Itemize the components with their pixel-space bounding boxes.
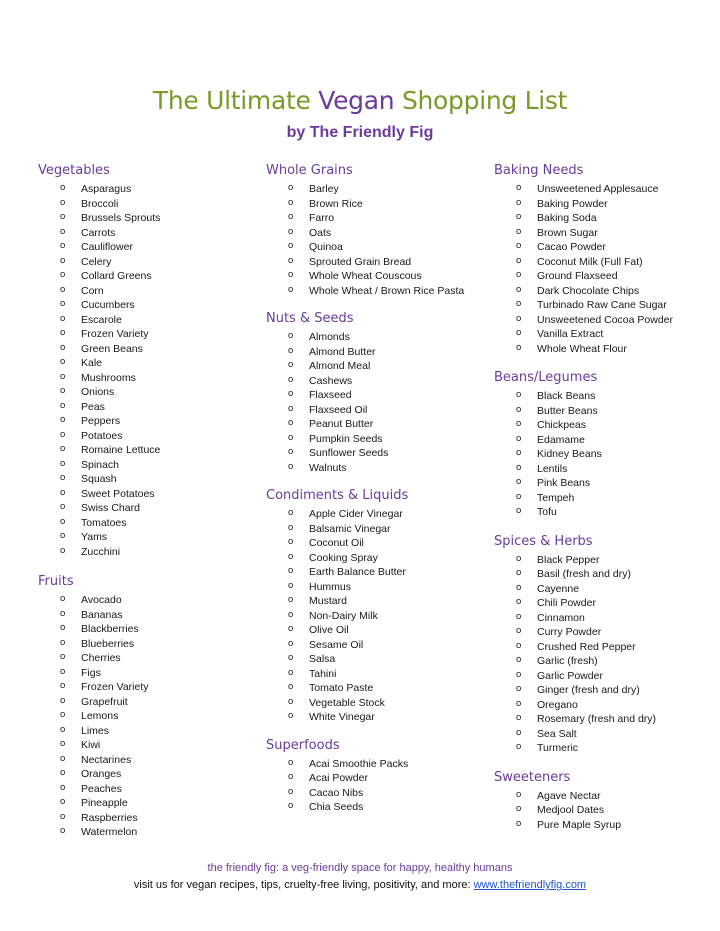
list-item: o Cooking Spray <box>266 551 464 566</box>
column-2 <box>266 160 464 825</box>
section <box>494 531 673 756</box>
list-item: o Vegetable Stock <box>266 696 464 711</box>
list-item: o Sprouted Grain Bread <box>266 255 464 270</box>
list-item: o Garlic (fresh) <box>494 654 673 669</box>
item-list <box>266 507 464 725</box>
list-item: o Escarole <box>38 313 160 328</box>
list-item: o Apple Cider Vinegar <box>266 507 464 522</box>
item-list <box>494 553 673 756</box>
list-item: o Peas <box>38 400 160 415</box>
list-item: o Hummus <box>266 580 464 595</box>
list-item: o Dark Chocolate Chips <box>494 284 673 299</box>
list-item: o Whole Wheat / Brown Rice Pasta <box>266 284 464 299</box>
list-item: o Flaxseed Oil <box>266 403 464 418</box>
list-item: o Earth Balance Butter <box>266 565 464 580</box>
website-link[interactable]: www.thefriendlyfig.com <box>473 879 587 891</box>
list-item: o Oats <box>266 226 464 241</box>
list-item: o Cacao Nibs <box>266 786 464 801</box>
list-item: o Tomatoes <box>38 516 160 531</box>
list-item: o Brussels Sprouts <box>38 211 160 226</box>
title-part-2: Vegan <box>318 86 395 115</box>
list-item: o Baking Soda <box>494 211 673 226</box>
list-item: o Turbinado Raw Cane Sugar <box>494 298 673 313</box>
list-item: o Cayenne <box>494 582 673 597</box>
section-heading: Spices & Herbs <box>494 533 593 549</box>
list-item: o Turmeric <box>494 741 673 756</box>
list-item: o Ground Flaxseed <box>494 269 673 284</box>
list-item: o Pink Beans <box>494 476 673 491</box>
footer-visit-text: visit us for vegan recipes, tips, cruelty-free living, positivity, and more: <box>133 879 474 891</box>
list-item: o Lentils <box>494 462 673 477</box>
list-item: o Lemons <box>38 709 160 724</box>
list-item: o Almond Butter <box>266 345 464 360</box>
list-item: o Figs <box>38 666 160 681</box>
list-item: o Squash <box>38 472 160 487</box>
list-item: o Frozen Variety <box>38 680 160 695</box>
list-item: o Ginger (fresh and dry) <box>494 683 673 698</box>
section <box>494 160 673 356</box>
column-3 <box>494 160 673 843</box>
list-item: o Mushrooms <box>38 371 160 386</box>
list-item: o Romaine Lettuce <box>38 443 160 458</box>
footer-tagline: the friendly fig: a veg-friendly space for happy, healthy humans <box>207 862 513 874</box>
list-item: o Sesame Oil <box>266 638 464 653</box>
section-heading: Whole Grains <box>266 163 353 178</box>
list-item: o Cinnamon <box>494 611 673 626</box>
list-item: o Black Beans <box>494 389 673 404</box>
section-heading: Condiments & Liquids <box>266 488 409 503</box>
page-title <box>0 86 720 115</box>
item-list <box>38 593 160 840</box>
list-item: o Blackberries <box>38 622 160 637</box>
list-item: o Bananas <box>38 608 160 623</box>
list-item: o Balsamic Vinegar <box>266 522 464 537</box>
section <box>38 160 160 559</box>
item-list <box>38 182 160 559</box>
list-item: o Butter Beans <box>494 404 673 419</box>
list-item: o Yams <box>38 530 160 545</box>
section-heading: Sweeteners <box>494 769 571 785</box>
list-item: o Unsweetened Applesauce <box>494 182 673 197</box>
section-heading: Superfoods <box>266 737 340 753</box>
list-item: o Avocado <box>38 593 160 608</box>
list-item: o Salsa <box>266 652 464 667</box>
section-heading: Beans/Legumes <box>494 370 598 385</box>
item-list <box>494 182 673 356</box>
list-item: o Broccoli <box>38 197 160 212</box>
item-list <box>494 789 673 833</box>
list-item: o Asparagus <box>38 182 160 197</box>
list-item: o Chili Powder <box>494 596 673 611</box>
column-1 <box>38 160 160 850</box>
list-item: o Medjool Dates <box>494 803 673 818</box>
list-item: o Watermelon <box>38 825 160 840</box>
section <box>494 767 673 833</box>
list-item: o Zucchini <box>38 545 160 560</box>
list-item: o Collard Greens <box>38 269 160 284</box>
section <box>266 308 464 475</box>
list-item: o Raspberries <box>38 811 160 826</box>
list-item: o Celery <box>38 255 160 270</box>
list-item: o Onions <box>38 385 160 400</box>
list-item: o Basil (fresh and dry) <box>494 567 673 582</box>
list-item: o Cherries <box>38 651 160 666</box>
section <box>494 367 673 520</box>
list-item: o Kale <box>38 356 160 371</box>
footer-visit <box>0 879 720 891</box>
list-item: o Mustard <box>266 594 464 609</box>
list-item: o Peaches <box>38 782 160 797</box>
list-item: o Carrots <box>38 226 160 241</box>
item-list <box>266 757 464 815</box>
list-item: o Cauliflower <box>38 240 160 255</box>
list-item: o Tofu <box>494 505 673 520</box>
list-item: o Oranges <box>38 767 160 782</box>
list-item: o Garlic Powder <box>494 669 673 684</box>
list-item: o Acai Smoothie Packs <box>266 757 464 772</box>
list-item: o Cashews <box>266 374 464 389</box>
list-item: o Tahini <box>266 667 464 682</box>
list-item: o Limes <box>38 724 160 739</box>
section-heading: Nuts & Seeds <box>266 311 354 326</box>
title-part-3: Shopping List <box>394 86 568 115</box>
list-item: o Whole Wheat Flour <box>494 342 673 357</box>
title-part-1: The Ultimate <box>152 86 319 115</box>
list-item: o Swiss Chard <box>38 501 160 516</box>
list-item: o Oregano <box>494 698 673 713</box>
list-item: o Agave Nectar <box>494 789 673 804</box>
list-item: o Vanilla Extract <box>494 327 673 342</box>
list-item: o Walnuts <box>266 461 464 476</box>
list-item: o Olive Oil <box>266 623 464 638</box>
list-item: o Corn <box>38 284 160 299</box>
list-item: o Brown Sugar <box>494 226 673 241</box>
list-item: o Crushed Red Pepper <box>494 640 673 655</box>
list-item: o Blueberries <box>38 637 160 652</box>
section-heading: Baking Needs <box>494 163 584 178</box>
list-item: o Sunflower Seeds <box>266 446 464 461</box>
list-item: o Farro <box>266 211 464 226</box>
list-item: o Almond Meal <box>266 359 464 374</box>
list-item: o Peppers <box>38 414 160 429</box>
list-item: o Nectarines <box>38 753 160 768</box>
item-list <box>494 389 673 520</box>
section-heading: Fruits <box>38 574 74 589</box>
list-item: o Cucumbers <box>38 298 160 313</box>
list-item: o Pineapple <box>38 796 160 811</box>
section-heading: Vegetables <box>38 163 110 178</box>
list-item: o Almonds <box>266 330 464 345</box>
section <box>266 160 464 298</box>
section <box>266 735 464 815</box>
list-item: o Green Beans <box>38 342 160 357</box>
list-item: o Coconut Milk (Full Fat) <box>494 255 673 270</box>
list-item: o Pumpkin Seeds <box>266 432 464 447</box>
list-item: o Black Pepper <box>494 553 673 568</box>
list-item: o Sea Salt <box>494 727 673 742</box>
item-list <box>266 330 464 475</box>
list-item: o Quinoa <box>266 240 464 255</box>
list-item: o Chia Seeds <box>266 800 464 815</box>
list-item: o Peanut Butter <box>266 417 464 432</box>
list-item: o Tempeh <box>494 491 673 506</box>
list-item: o Potatoes <box>38 429 160 444</box>
list-item: o White Vinegar <box>266 710 464 725</box>
section <box>266 485 464 725</box>
list-item: o Kidney Beans <box>494 447 673 462</box>
list-item: o Grapefruit <box>38 695 160 710</box>
list-item: o Tomato Paste <box>266 681 464 696</box>
list-item: o Brown Rice <box>266 197 464 212</box>
list-item: o Cacao Powder <box>494 240 673 255</box>
list-item: o Chickpeas <box>494 418 673 433</box>
page-subtitle: by The Friendly Fig <box>286 124 434 141</box>
list-item: o Baking Powder <box>494 197 673 212</box>
list-item: o Non-Dairy Milk <box>266 609 464 624</box>
list-item: o Curry Powder <box>494 625 673 640</box>
list-item: o Pure Maple Syrup <box>494 818 673 833</box>
list-item: o Flaxseed <box>266 388 464 403</box>
list-item: o Unsweetened Cocoa Powder <box>494 313 673 328</box>
list-item: o Edamame <box>494 433 673 448</box>
list-item: o Barley <box>266 182 464 197</box>
list-item: o Kiwi <box>38 738 160 753</box>
list-item: o Spinach <box>38 458 160 473</box>
list-item: o Whole Wheat Couscous <box>266 269 464 284</box>
list-item: o Coconut Oil <box>266 536 464 551</box>
section <box>38 571 160 840</box>
list-item: o Acai Powder <box>266 771 464 786</box>
list-item: o Sweet Potatoes <box>38 487 160 502</box>
item-list <box>266 182 464 298</box>
list-item: o Frozen Variety <box>38 327 160 342</box>
list-item: o Rosemary (fresh and dry) <box>494 712 673 727</box>
